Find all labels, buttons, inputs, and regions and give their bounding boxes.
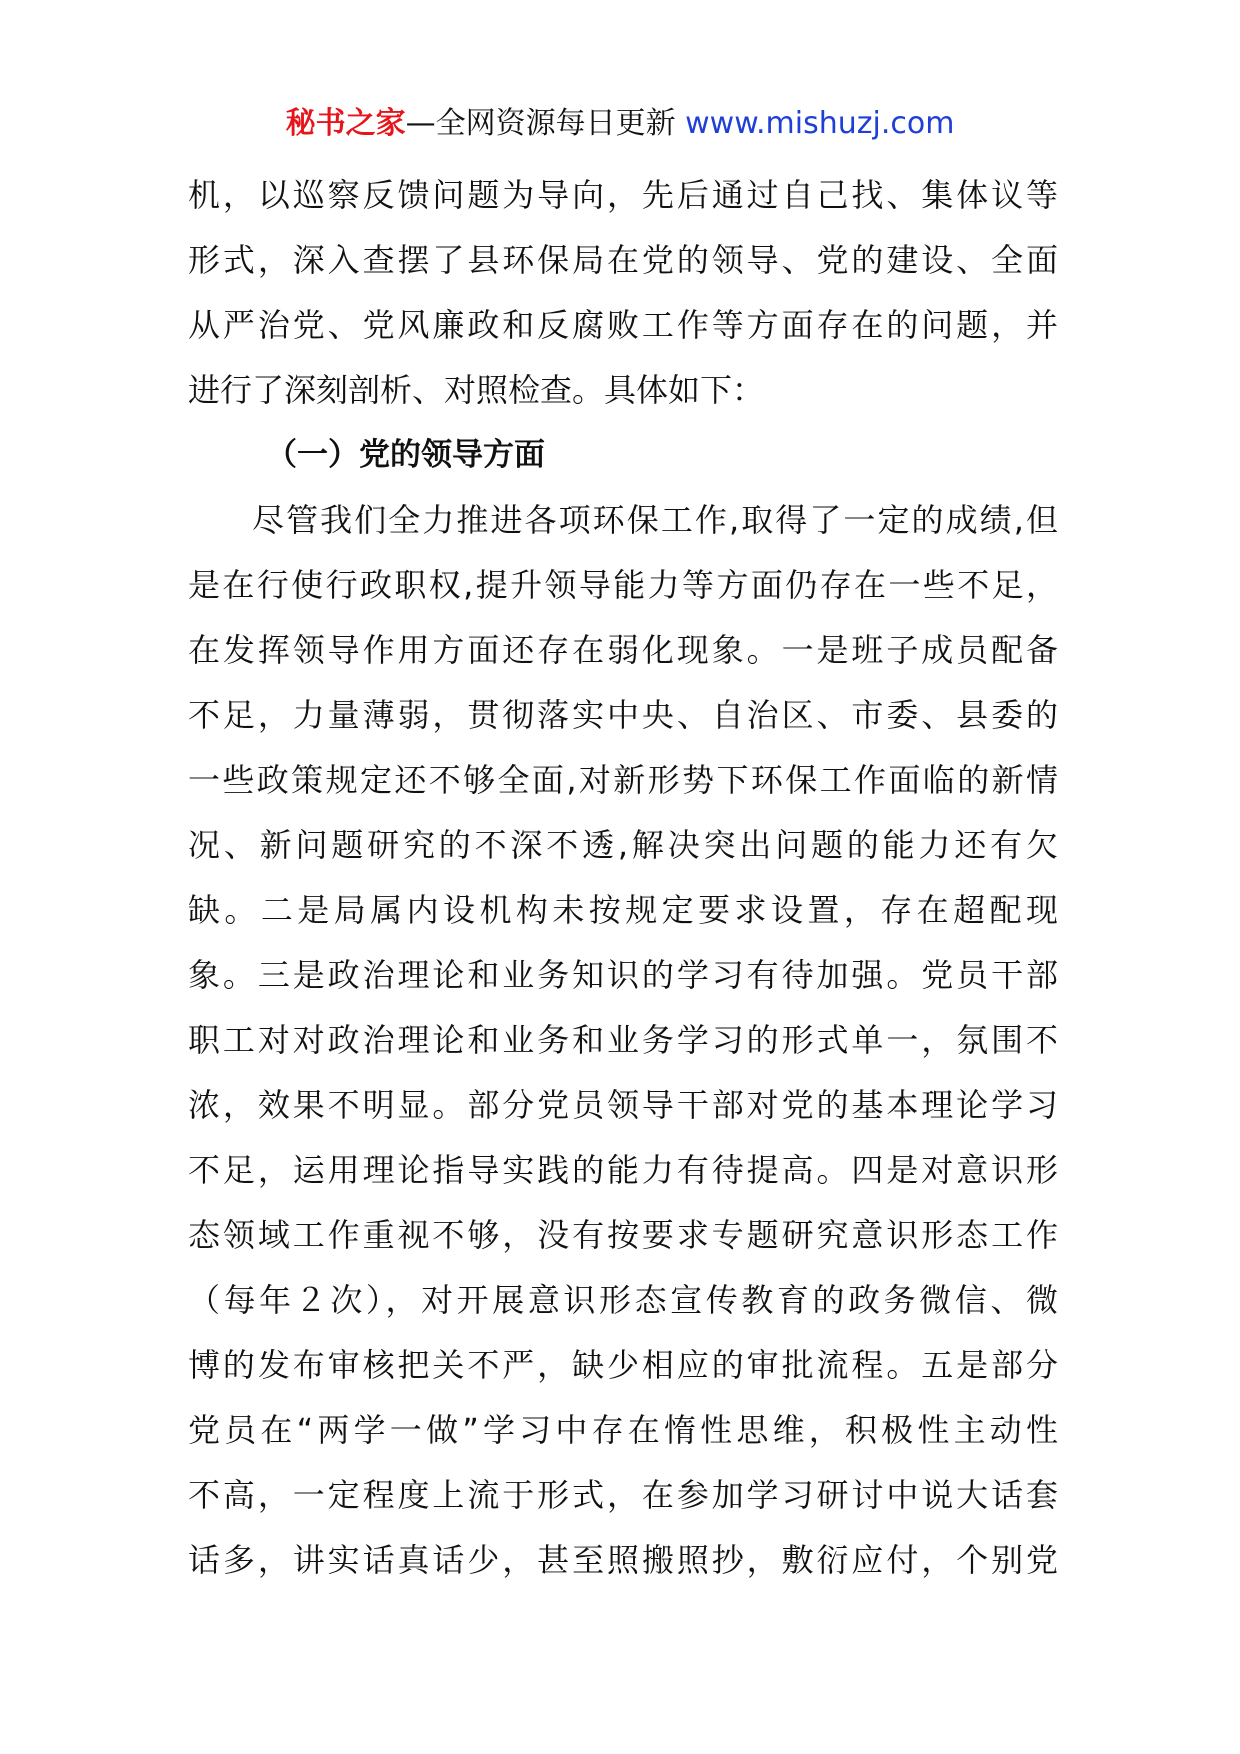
text-line: 不足，运用理论指导实践的能力有待提高。四是对意识形	[188, 1151, 1058, 1189]
text-line: 象。三是政治理论和业务知识的学习有待加强。党员干部	[188, 956, 1058, 994]
text-line: 态领域工作重视不够，没有按要求专题研究意识形态工作	[188, 1216, 1058, 1254]
text-line: 机，以巡察反馈问题为导向，先后通过自己找、集体议等	[188, 176, 1058, 214]
section-heading: （一）党的领导方面	[266, 437, 545, 473]
text-line: 形式，深入查摆了县环保局在党的领导、党的建设、全面	[188, 241, 1058, 279]
text-line: 进行了深刻剖析、对照检查。具体如下：	[188, 371, 765, 409]
text-line: 缺。二是局属内设机构未按规定要求设置，存在超配现	[188, 891, 1058, 929]
text-line: 在发挥领导作用方面还存在弱化现象。一是班子成员配备	[188, 631, 1058, 669]
text-line: 党员在“两学一做”学习中存在惰性思维，积极性主动性	[188, 1411, 1058, 1449]
text-line: 一些政策规定还不够全面,对新形势下环保工作面临的新情	[188, 761, 1058, 799]
text-line: 尽管我们全力推进各项环保工作,取得了一定的成绩,但	[252, 501, 1058, 539]
brand-name: 秘书之家	[285, 106, 406, 141]
text-line: （每年２次），对开展意识形态宣传教育的政务微信、微	[188, 1281, 1058, 1319]
text-line: 浓，效果不明显。部分党员领导干部对党的基本理论学习	[188, 1086, 1058, 1124]
text-line: 况、新问题研究的不深不透,解决突出问题的能力还有欠	[188, 826, 1058, 864]
text-line: 博的发布审核把关不严，缺少相应的审批流程。五是部分	[188, 1346, 1058, 1384]
website-link[interactable]: www.mishuzj.com	[685, 106, 955, 141]
text-line: 从严治党、党风廉政和反腐败工作等方面存在的问题，并	[188, 306, 1058, 344]
text-line: 职工对对政治理论和业务和业务学习的形式单一，氛围不	[188, 1021, 1058, 1059]
text-line: 不高，一定程度上流于形式，在参加学习研讨中说大话套	[188, 1476, 1058, 1514]
site-banner	[0, 104, 1240, 144]
document-body	[188, 163, 1058, 1593]
banner-tagline: —全网资源每日更新	[405, 106, 676, 141]
text-line: 话多，讲实话真话少，甚至照搬照抄，敷衍应付，个别党	[188, 1541, 1058, 1579]
text-line: 是在行使行政职权,提升领导能力等方面仍存在一些不足，	[188, 566, 1058, 604]
text-line: 不足，力量薄弱，贯彻落实中央、自治区、市委、县委的	[188, 696, 1058, 734]
